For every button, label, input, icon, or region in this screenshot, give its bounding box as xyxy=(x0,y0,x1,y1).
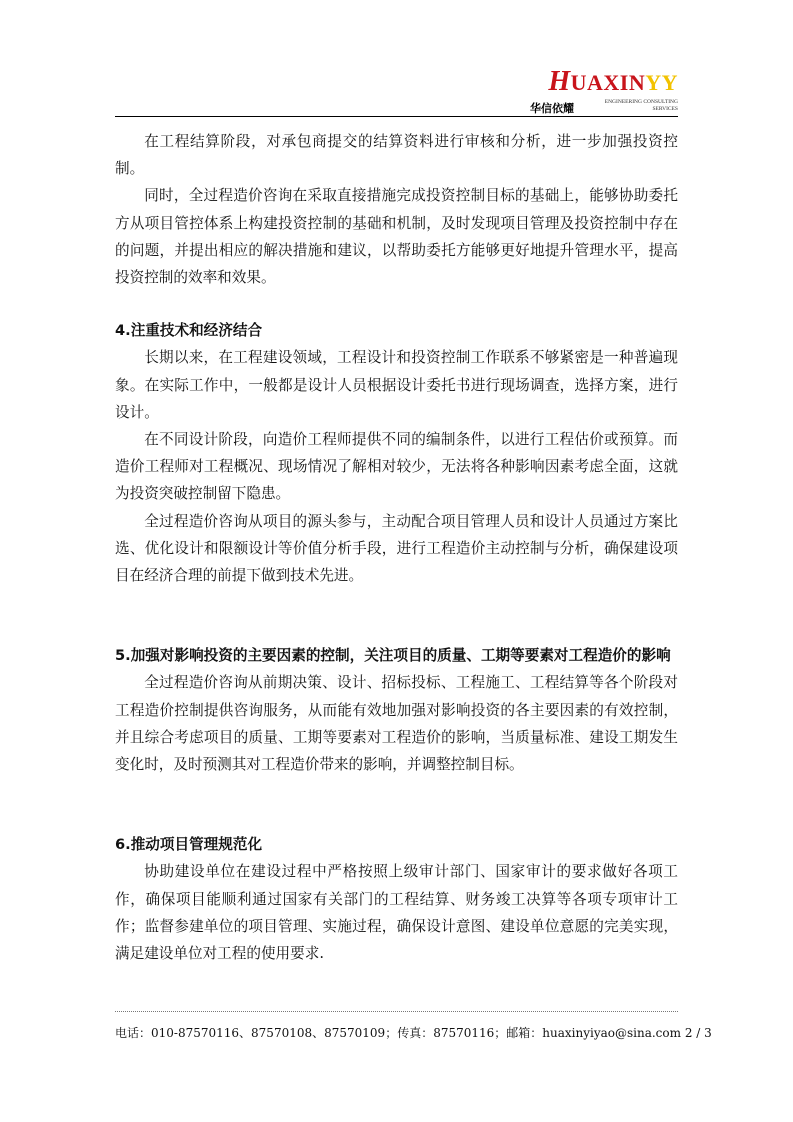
header-divider xyxy=(115,116,678,117)
paragraph: 在工程结算阶段，对承包商提交的结算资料进行审核和分析，进一步加强投资控制。 xyxy=(115,133,678,178)
page-footer xyxy=(115,1025,712,1041)
paragraph: 在不同设计阶段，向造价工程师提供不同的编制条件，以进行工程估价或预算。而造价工程师对工程概况、现场情况了解相对较少，无法将各种影响因素考虑全面，这就为投资突破控制留下隐患。 xyxy=(115,431,678,503)
company-logo xyxy=(508,66,678,114)
spacer xyxy=(115,291,678,317)
paragraph: 长期以来，在工程建设领域，工程设计和投资控制工作联系不够紧密是一种普遍现象。在实际工作中，一般都是设计人员根据设计委托书进行现场调查，选择方案，进行设计。 xyxy=(115,349,678,421)
page-header xyxy=(115,60,678,117)
section-heading-5: 5.加强对影响投资的主要因素的控制，关注项目的质量、工期等要素对工程造价的影响 xyxy=(115,647,671,665)
logo-tagline-line1: ENGINEERING CONSULTING xyxy=(604,99,678,105)
page-number: 2 / 3 xyxy=(684,1026,712,1040)
document-body xyxy=(115,128,678,967)
logo-letters-yy: YY xyxy=(645,70,678,95)
spacer xyxy=(115,778,678,831)
paragraph: 同时，全过程造价咨询在采取直接措施完成投资控制目标的基础上，能够协助委托方从项目管控体系上构建投资控制的基础和机制，及时发现项目管理及投资控制中存在的问题，并提出相应的解决措施和建议，以帮助委托方能够更好地提升管理水平，提高投资控制的效率和效果。 xyxy=(115,187,678,287)
spacer xyxy=(115,589,678,642)
logo-english-tagline xyxy=(605,99,678,113)
section-heading-6: 6.推动项目管理规范化 xyxy=(115,836,263,854)
logo-letters-uaxin: UAXIN xyxy=(570,70,646,95)
paragraph: 协助建设单位在建设过程中严格按照上级审计部门、国家审计的要求做好各项工作，确保项目能顺利通过国家有关部门的工程结算、财务竣工决算等各项专项审计工作；监督参建单位的项目管理、实施过程，确保设计意图、建设单位意愿的完美实现，满足建设单位对工程的使用要求. xyxy=(115,863,678,963)
logo-tagline-line2: SERVICES xyxy=(652,106,678,112)
footer-contact: 电话：010-87570116、87570108、87570109；传真：87570116；邮箱：huaxinyiyao@sina.com xyxy=(115,1026,682,1040)
logo-letter-h: H xyxy=(548,66,571,97)
logo-chinese-name: 华信依耀 xyxy=(530,102,574,115)
logo-wordmark xyxy=(548,66,678,98)
paragraph: 全过程造价咨询从前期决策、设计、招标投标、工程施工、工程结算等各个阶段对工程造价控制提供咨询服务，从而能有效地加强对影响投资的各主要因素的有效控制，并且综合考虑项目的质量、工期等要素对工程造价的影响，当质量标准、建设工期发生变化时，及时预测其对工程造价带来的影响，并调整控制目标。 xyxy=(115,674,678,774)
section-heading-4: 4.注重技术和经济结合 xyxy=(115,322,263,340)
paragraph: 全过程造价咨询从项目的源头参与，主动配合项目管理人员和设计人员通过方案比选、优化设计和限额设计等价值分析手段，进行工程造价主动控制与分析，确保建设项目在经济合理的前提下做到技术先进。 xyxy=(115,512,678,585)
footer-divider xyxy=(115,1011,678,1012)
